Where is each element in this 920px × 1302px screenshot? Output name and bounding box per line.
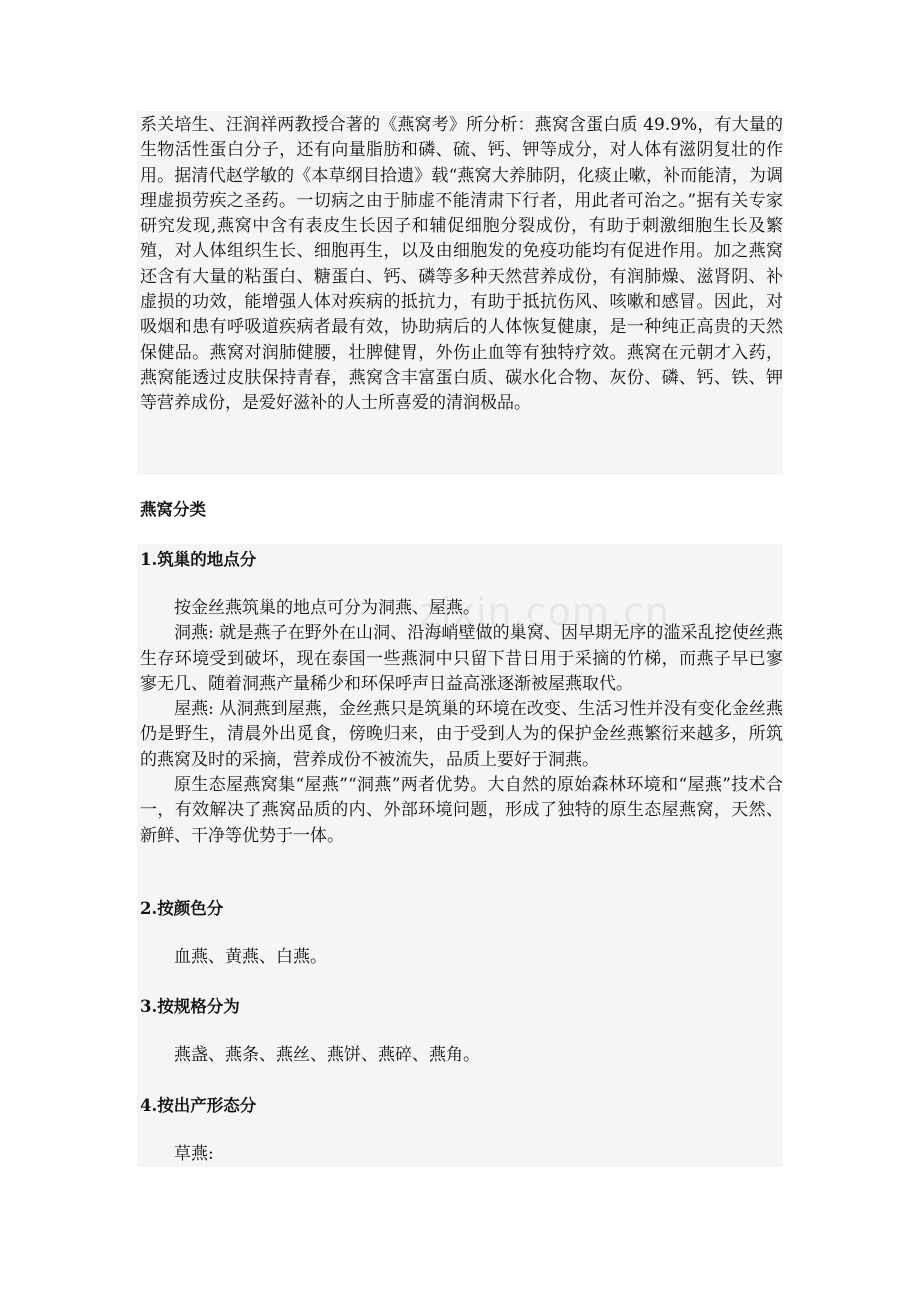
- section-1-paragraph: 洞燕: 就是燕子在野外在山洞、沿海峭壁做的巢窝、因早期无序的滥采乱挖使丝燕生存环境受到破坏，现在泰国一些燕洞中只留下昔日用于采摘的竹梯，而燕子早已寥寥无几、随着洞燕产量稀少和环保呼声日益高涨逐渐被屋燕取代。: [140, 623, 783, 694]
- section-3-body: [140, 1043, 783, 1068]
- section-1-heading: 1.筑巢的地点分: [140, 550, 257, 569]
- section-title: 燕窝分类: [140, 500, 206, 519]
- section-2-paragraph: 血燕、黄燕、白燕。: [174, 947, 327, 967]
- section-4-paragraph: 草燕:: [174, 1144, 214, 1164]
- section-1-body: [140, 596, 783, 849]
- section-2-heading: 2.按颜色分: [140, 899, 224, 918]
- section-4-body: [140, 1142, 783, 1167]
- intro-block: [140, 113, 783, 417]
- section-3-paragraph: 燕盏、燕条、燕丝、燕饼、燕碎、燕角。: [174, 1045, 480, 1065]
- section-1-paragraph: 原生态屋燕窝集“屋燕”“洞燕”两者优势。大自然的原始森林环境和“屋燕”技术合一，有效解决了燕窝品质的内、外部环境问题，形成了独特的原生态屋燕窝，天然、新鲜、干净等优势于一体。: [140, 775, 783, 846]
- section-1-paragraph: 按金丝燕筑巢的地点可分为洞燕、屋燕。: [174, 598, 480, 618]
- section-4-heading-block: [140, 1093, 783, 1119]
- section-title-block: [140, 497, 783, 523]
- section-1-paragraph: 屋燕: 从洞燕到屋燕，金丝燕只是筑巢的环境在改变、生活习性并没有变化金丝燕仍是野生，清晨外出觅食，傍晚归来，由于受到人为的保护金丝燕繁衍来越多，所筑的燕窝及时的采摘，营养成份不被流失，品质上要好于洞燕。: [140, 699, 783, 770]
- section-2-heading-block: [140, 896, 783, 922]
- section-1-heading-block: [140, 547, 783, 573]
- intro-paragraph: 系关培生、汪润祥两教授合著的《燕窝考》所分析：燕窝含蛋白质 49.9%，有大量的生物活性蛋白分子，还有向量脂肪和磷、硫、钙、钾等成分，对人体有滋阴复壮的作用。据清代赵学敏的《本草纲目拾遗》载“燕窝大养肺阴，化痰止嗽，补而能清，为调理虚损劳疾之圣药。一切病之由于肺虚不能清肃下行者，用此者可治之。”据有关专家研究发现,燕窝中含有表皮生长因子和辅促细胞分裂成份，有助于刺激细胞生长及繁殖，对人体组织生长、细胞再生，以及由细胞发的免疫功能均有促进作用。加之燕窝还含有大量的粘蛋白、糖蛋白、钙、磷等多种天然营养成份，有润肺燥、滋肾阴、补虚损的功效，能增强人体对疾病的抵抗力，有助于抵抗伤风、咳嗽和感冒。因此，对吸烟和患有呼吸道疾病者最有效，协助病后的人体恢复健康，是一种纯正高贵的天然保健品。燕窝对润肺健腰，壮脾健胃，外伤止血等有独特疗效。燕窝在元朝才入药，燕窝能透过皮肤保持青春，燕窝含丰富蛋白质、碳水化合物、灰份、磷、钙、铁、钾等营养成份，是爱好滋补的人士所喜爱的清润极品。: [140, 115, 783, 414]
- section-3-heading-block: [140, 994, 783, 1020]
- section-3-heading: 3.按规格分为: [140, 997, 240, 1016]
- watermark: zixin.com.cn: [420, 590, 670, 634]
- section-2-body: [140, 945, 783, 970]
- section-4-heading: 4.按出产形态分: [140, 1096, 257, 1115]
